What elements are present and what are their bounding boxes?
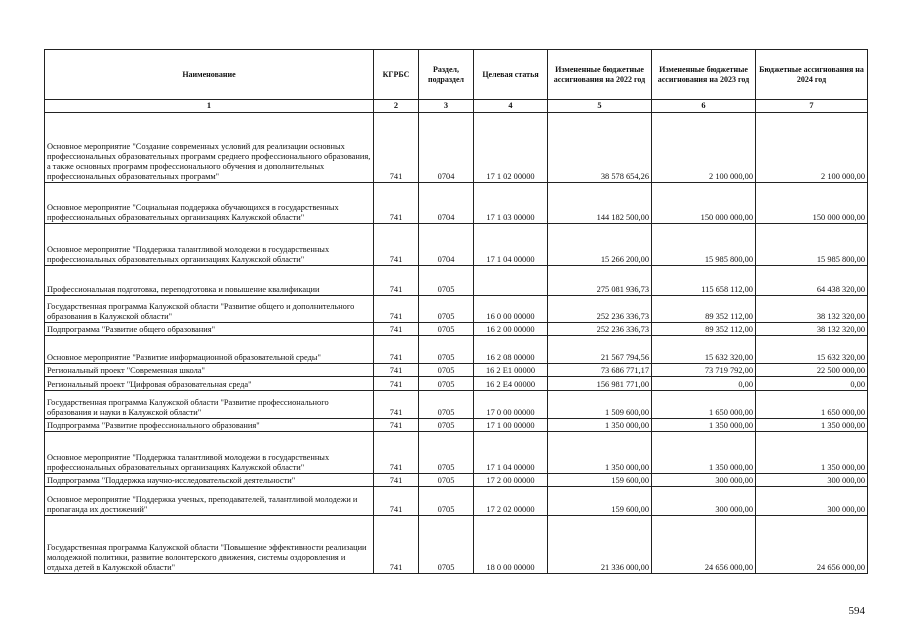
row-kgrbs: 741 [374, 323, 419, 336]
row-name: Подпрограмма "Развитие общего образования" [45, 323, 374, 336]
row-section: 0705 [419, 364, 474, 377]
row-name: Профессиональная подготовка, переподготовка и повышение квалификации [45, 266, 374, 296]
row-amount-2024: 300 000,00 [756, 487, 868, 516]
row-name: Основное мероприятие "Поддержка ученых, преподавателей, талантливой молодежи и пропаганда их достижений" [45, 487, 374, 516]
row-section: 0704 [419, 224, 474, 266]
table-row [45, 336, 868, 364]
row-name: Основное мероприятие "Создание современных условий для реализации основных профессиональных образовательных программ среднего профессионального образования, а также основных программ профессионального обучения и дополнительных профессиональных образовательных программ" [45, 113, 374, 183]
header-2022: Измененные бюджетные ассигнования на 2022 год [548, 50, 652, 100]
row-amount-2024: 0,00 [756, 377, 868, 391]
row-section: 0705 [419, 377, 474, 391]
row-amount-2023: 73 719 792,00 [652, 364, 756, 377]
row-kgrbs: 741 [374, 266, 419, 296]
header-2024: Бюджетные ассигнования на 2024 год [756, 50, 868, 100]
row-target [474, 266, 548, 296]
page-number: 594 [848, 605, 865, 617]
row-amount-2023: 15 985 800,00 [652, 224, 756, 266]
row-amount-2022: 252 236 336,73 [548, 296, 652, 323]
column-number-row [45, 100, 868, 113]
row-amount-2023: 24 656 000,00 [652, 516, 756, 574]
row-target: 17 0 00 00000 [474, 391, 548, 419]
row-name: Основное мероприятие "Развитие информационной образовательной среды" [45, 336, 374, 364]
header-name: Наименование [45, 50, 374, 100]
table-row [45, 296, 868, 323]
row-kgrbs: 741 [374, 296, 419, 323]
row-target: 17 1 03 00000 [474, 183, 548, 224]
column-number: 3 [419, 100, 474, 113]
row-section: 0704 [419, 113, 474, 183]
row-amount-2022: 1 350 000,00 [548, 419, 652, 432]
table-row [45, 224, 868, 266]
header-kgrbs: КГРБС [374, 50, 419, 100]
row-target: 16 2 E4 00000 [474, 377, 548, 391]
row-kgrbs: 741 [374, 432, 419, 474]
row-section: 0705 [419, 323, 474, 336]
row-target: 17 1 04 00000 [474, 432, 548, 474]
row-section: 0705 [419, 474, 474, 487]
row-amount-2022: 159 600,00 [548, 487, 652, 516]
row-amount-2022: 73 686 771,17 [548, 364, 652, 377]
row-section: 0705 [419, 432, 474, 474]
row-section: 0705 [419, 516, 474, 574]
row-kgrbs: 741 [374, 224, 419, 266]
table-row [45, 183, 868, 224]
table-row [45, 323, 868, 336]
row-target: 16 2 08 00000 [474, 336, 548, 364]
row-name: Основное мероприятие "Поддержка талантливой молодежи в государственных профессиональных образовательных организациях Калужской области" [45, 432, 374, 474]
column-number: 2 [374, 100, 419, 113]
row-name: Основное мероприятие "Поддержка талантливой молодежи в государственных профессиональных образовательных организациях Калужской области" [45, 224, 374, 266]
row-target: 16 0 00 00000 [474, 296, 548, 323]
row-amount-2023: 1 650 000,00 [652, 391, 756, 419]
row-amount-2022: 159 600,00 [548, 474, 652, 487]
row-amount-2022: 144 182 500,00 [548, 183, 652, 224]
row-name: Государственная программа Калужской области "Развитие профессионального образования и науки в Калужской области" [45, 391, 374, 419]
row-section: 0705 [419, 487, 474, 516]
row-name: Региональный проект "Современная школа" [45, 364, 374, 377]
row-name: Подпрограмма "Поддержка научно-исследовательской деятельности" [45, 474, 374, 487]
table-row [45, 419, 868, 432]
row-amount-2023: 115 658 112,00 [652, 266, 756, 296]
table-row [45, 113, 868, 183]
row-section: 0705 [419, 391, 474, 419]
column-number: 5 [548, 100, 652, 113]
row-name: Основное мероприятие "Социальная поддержка обучающихся в государственных профессиональных образовательных организациях Калужской области" [45, 183, 374, 224]
row-kgrbs: 741 [374, 364, 419, 377]
row-target: 16 2 E1 00000 [474, 364, 548, 377]
row-target: 17 1 04 00000 [474, 224, 548, 266]
row-kgrbs: 741 [374, 377, 419, 391]
row-amount-2024: 15 985 800,00 [756, 224, 868, 266]
row-section: 0705 [419, 266, 474, 296]
row-target: 18 0 00 00000 [474, 516, 548, 574]
row-amount-2022: 156 981 771,00 [548, 377, 652, 391]
row-section: 0705 [419, 296, 474, 323]
table-row [45, 266, 868, 296]
row-section: 0705 [419, 419, 474, 432]
row-amount-2024: 38 132 320,00 [756, 323, 868, 336]
row-kgrbs: 741 [374, 516, 419, 574]
row-amount-2024: 2 100 000,00 [756, 113, 868, 183]
header-2023: Измененные бюджетные ассигнования на 2023 год [652, 50, 756, 100]
row-amount-2023: 89 352 112,00 [652, 323, 756, 336]
row-amount-2023: 89 352 112,00 [652, 296, 756, 323]
row-kgrbs: 741 [374, 336, 419, 364]
row-target: 17 2 02 00000 [474, 487, 548, 516]
row-target: 16 2 00 00000 [474, 323, 548, 336]
row-amount-2022: 21 336 000,00 [548, 516, 652, 574]
row-amount-2024: 150 000 000,00 [756, 183, 868, 224]
row-amount-2023: 300 000,00 [652, 487, 756, 516]
row-amount-2023: 2 100 000,00 [652, 113, 756, 183]
header-target: Целевая статья [474, 50, 548, 100]
row-amount-2024: 64 438 320,00 [756, 266, 868, 296]
row-kgrbs: 741 [374, 419, 419, 432]
row-target: 17 1 02 00000 [474, 113, 548, 183]
row-section: 0704 [419, 183, 474, 224]
row-amount-2024: 1 350 000,00 [756, 432, 868, 474]
budget-table [44, 49, 868, 574]
table-row [45, 364, 868, 377]
row-kgrbs: 741 [374, 391, 419, 419]
row-amount-2022: 1 509 600,00 [548, 391, 652, 419]
row-amount-2024: 22 500 000,00 [756, 364, 868, 377]
table-row [45, 432, 868, 474]
row-name: Государственная программа Калужской области "Развитие общего и дополнительного образования в Калужской области" [45, 296, 374, 323]
row-amount-2024: 24 656 000,00 [756, 516, 868, 574]
row-amount-2024: 15 632 320,00 [756, 336, 868, 364]
table-row [45, 487, 868, 516]
column-number: 7 [756, 100, 868, 113]
row-amount-2022: 15 266 200,00 [548, 224, 652, 266]
row-name: Региональный проект "Цифровая образовательная среда" [45, 377, 374, 391]
header-row [45, 50, 868, 100]
table-row [45, 377, 868, 391]
column-number: 4 [474, 100, 548, 113]
row-amount-2022: 1 350 000,00 [548, 432, 652, 474]
row-target: 17 2 00 00000 [474, 474, 548, 487]
row-name: Подпрограмма "Развитие профессионального образования" [45, 419, 374, 432]
row-amount-2022: 21 567 794,56 [548, 336, 652, 364]
row-amount-2023: 15 632 320,00 [652, 336, 756, 364]
row-amount-2022: 252 236 336,73 [548, 323, 652, 336]
row-amount-2023: 1 350 000,00 [652, 419, 756, 432]
row-target: 17 1 00 00000 [474, 419, 548, 432]
header-section: Раздел, подраздел [419, 50, 474, 100]
table-row [45, 391, 868, 419]
row-kgrbs: 741 [374, 183, 419, 224]
column-number: 1 [45, 100, 374, 113]
row-amount-2022: 38 578 654,26 [548, 113, 652, 183]
row-amount-2024: 1 350 000,00 [756, 419, 868, 432]
table-row [45, 516, 868, 574]
row-kgrbs: 741 [374, 487, 419, 516]
column-number: 6 [652, 100, 756, 113]
row-kgrbs: 741 [374, 113, 419, 183]
row-amount-2023: 0,00 [652, 377, 756, 391]
row-amount-2023: 150 000 000,00 [652, 183, 756, 224]
row-kgrbs: 741 [374, 474, 419, 487]
row-section: 0705 [419, 336, 474, 364]
row-name: Государственная программа Калужской области "Повышение эффективности реализации молодежной политики, развитие волонтерского движения, системы оздоровления и отдыха детей в Калужской области" [45, 516, 374, 574]
row-amount-2023: 1 350 000,00 [652, 432, 756, 474]
row-amount-2023: 300 000,00 [652, 474, 756, 487]
table-row [45, 474, 868, 487]
row-amount-2024: 38 132 320,00 [756, 296, 868, 323]
row-amount-2024: 300 000,00 [756, 474, 868, 487]
row-amount-2022: 275 081 936,73 [548, 266, 652, 296]
row-amount-2024: 1 650 000,00 [756, 391, 868, 419]
